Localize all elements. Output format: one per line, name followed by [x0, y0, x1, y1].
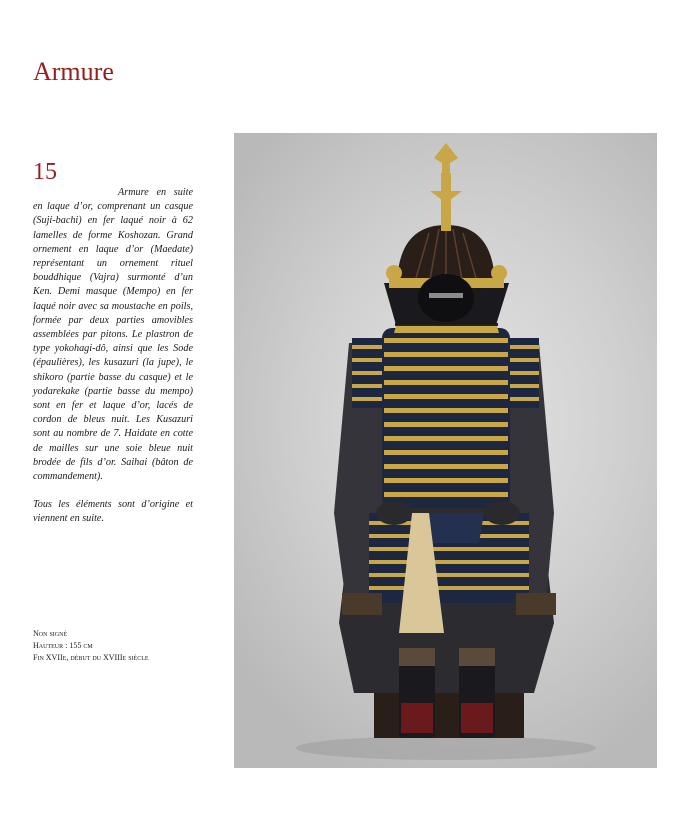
samurai-armor-illustration [234, 133, 657, 768]
right-glove [484, 501, 520, 525]
floor-shadow [296, 736, 596, 760]
detail-height: Hauteur : 155 cm [33, 640, 93, 650]
right-fukigaeshi [491, 265, 507, 281]
lot-details [33, 628, 149, 663]
page-title: Armure [33, 57, 114, 86]
left-fur [342, 593, 382, 615]
cuirass-do [382, 328, 510, 508]
right-fur [516, 593, 556, 615]
lot-note: Tous les éléments sont d’origine et viennent en suite. [33, 499, 193, 525]
left-glove [376, 501, 412, 525]
mempo-moustache [429, 293, 463, 298]
lot-number: 15 [33, 159, 57, 185]
maedate-vajra-ornament [430, 143, 462, 231]
detail-date: Fin XVIIe, début du XVIIIe siècle [33, 652, 149, 662]
detail-signature: Non signé [33, 629, 68, 638]
left-fukigaeshi [386, 265, 402, 281]
lot-description: Armure en suite en laque d’or, comprenant un casque (Suji-bachi) en fer laqué noir à 62 lamelles de forme Koshozan. Grand ornement en laque d’or (Maedate) représentant un ornement rituel bouddhique (Vajra) surmonté d’un Ken. Demi masque (Mempo) en fer laqué noir avec sa moustache en poils, formée par deux parties amovibles assemblées par pitons. Le plastron de type yokohagi-dô, ainsi que les Sode (épaulières), les kusazuri (la jupe), le shikoro (partie basse du casque) et le yodarekake (partie basse du mempo) sont en fer et laque d’or, lacés de cordon de bleus nuit. Les Kusazuri sont au nombre de 7. Haidate en cotte de mailles sur une soie bleue nuit brodée de fils d’or. Saihai (bâton de commandement). [33, 187, 193, 483]
lot-description-block [33, 186, 193, 527]
armor-photo [234, 133, 657, 768]
